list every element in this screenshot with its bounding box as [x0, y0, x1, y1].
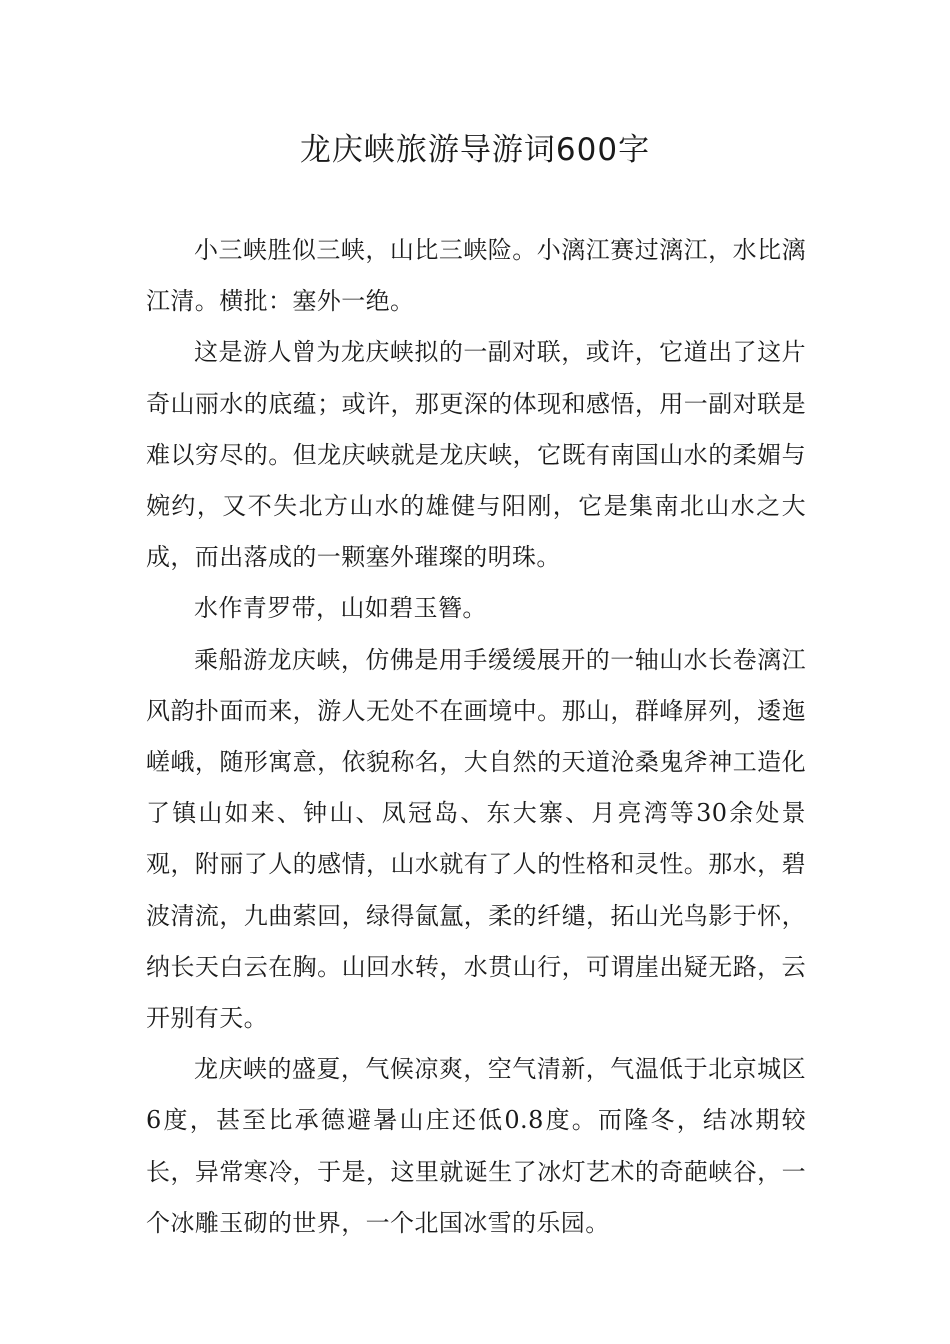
document-body: [146, 225, 806, 1249]
paragraph-3: 水作青罗带，山如碧玉簪。: [194, 594, 487, 623]
paragraph-4: 乘船游龙庆峡，仿佛是用手缓缓展开的一轴山水长卷漓江风韵扑面而来，游人无处不在画境中。那山，群峰屏列，逶迤嵯峨，随形寓意，依貌称名，大自然的天道沧桑鬼斧神工造化了镇山如来、钟山、凤冠岛、东大寨、月亮湾等30余处景观，附丽了人的感情，山水就有了人的性格和灵性。那水，碧波清流，九曲萦回，绿得氤氲，柔的纤缱，拓山光鸟影于怀，纳长天白云在胸。山回水转，水贯山行，可谓崖出疑无路，云开别有天。: [146, 645, 806, 1033]
paragraph-5: 龙庆峡的盛夏，气候凉爽，空气清新，气温低于北京城区6度，甚至比承德避暑山庄还低0.8度。而隆冬，结冰期较长，异常寒冷，于是，这里就诞生了冰灯艺术的奇葩峡谷，一个冰雕玉砌的世界，一个北国冰雪的乐园。: [146, 1055, 806, 1237]
paragraph-1: 小三峡胜似三峡，山比三峡险。小漓江赛过漓江，水比漓江清。横批：塞外一绝。: [146, 236, 806, 316]
paragraph-2: 这是游人曾为龙庆峡拟的一副对联，或许，它道出了这片奇山丽水的底蕴；或许，那更深的体现和感悟，用一副对联是难以穷尽的。但龙庆峡就是龙庆峡，它既有南国山水的柔媚与婉约，又不失北方山水的雄健与阳刚，它是集南北山水之大成，而出落成的一颗塞外璀璨的明珠。: [146, 338, 806, 572]
document-title: 龙庆峡旅游导游词600字: [299, 132, 651, 168]
